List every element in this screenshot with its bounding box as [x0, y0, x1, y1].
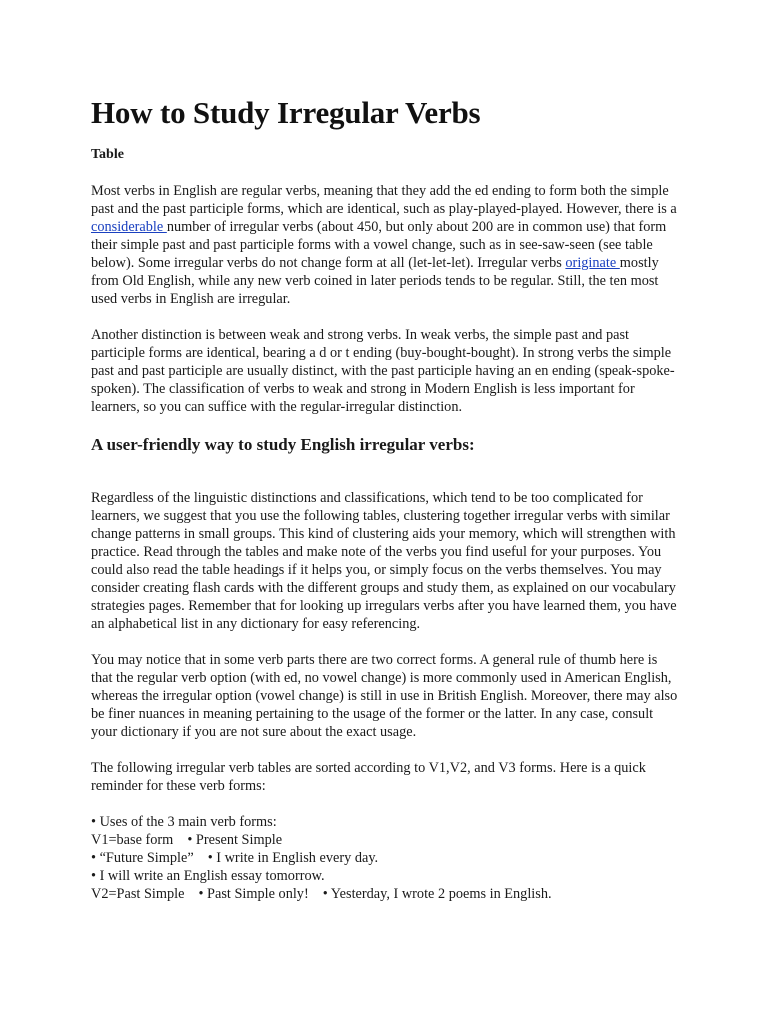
document-page: [91, 94, 681, 903]
section-heading-user-friendly: A user-friendly way to study English irregular verbs:: [91, 435, 475, 454]
v2-use: • Past Simple only!: [198, 886, 309, 902]
paragraph-weak-strong: Another distinction is between weak and strong verbs. In weak verbs, the simple past and past participle forms are identical, bearing a d or t ending (buy-bought-bought). In strong verbs the simple past and past participle are usually distinct, with the past participle having an en ending (speak-spoke-spoken). The classification of verbs to weak and strong in Modern English is less important for learners, so you can suffice with the regular-irregular distinction.: [91, 327, 675, 415]
intro-text-middle: number of irregular verbs (about 450, but only about 200 are in common use) that form their simple past and past participle forms with a vowel change, such as in see-saw-seen (see table below). Some irregular verbs do not change form at all (let-let-let). Irregular verbs: [91, 219, 667, 271]
future-label: • “Future Simple”: [91, 850, 194, 866]
v1-use: • Present Simple: [187, 832, 283, 848]
section-label-table: Table: [91, 147, 124, 162]
paragraph-intro: [91, 182, 681, 308]
intro-text-start: Most verbs in English are regular verbs, meaning that they add the ed ending to form both the simple past and the past participle forms, which are identical, such as play-played-played. However, there is a: [91, 183, 677, 217]
link-originate[interactable]: originate: [565, 255, 620, 271]
list-item-future: [91, 849, 681, 867]
paragraph-verb-forms: The following irregular verb tables are sorted according to V1,V2, and V3 forms. Here is a quick reminder for these verb forms:: [91, 760, 646, 794]
link-considerable[interactable]: considerable: [91, 219, 167, 235]
page-title: How to Study Irregular Verbs: [91, 95, 481, 130]
v1-label: V1=base form: [91, 832, 174, 848]
intro-text-end: mostly from Old English, while any new verb coined in later periods tends to be regular. Still, the ten most used verbs in English are irregular.: [91, 255, 659, 307]
paragraph-clustering: Regardless of the linguistic distinctions and classifications, which tend to be too complicated for learners, we suggest that you use the following tables, clustering together irregular verbs with similar change patterns in small groups. This kind of clustering aids your memory, which will strengthen with practice. Read through the tables and make note of the verbs you find useful for your purposes. You could also read the table headings if it helps you, or simply focus on the verbs themselves. You may consider creating flash cards with the different groups and study them, as explained on our vocabulary strategies pages. Remember that for looking up irregulars verbs after you have learned them, you have an alphabetical list in any dictionary for easy referencing.: [91, 490, 677, 632]
paragraph-two-forms: You may notice that in some verb parts there are two correct forms. A general rule of thumb here is that the regular verb option (with ed, no vowel change) is more commonly used in American English, whereas the irregular option (vowel change) is still in use in British English. Moreover, there may also be finer nuances in meaning pertaining to the usage of the former or the latter. In any case, consult your dictionary if you are not sure about the exact usage.: [91, 652, 678, 740]
list-item-v1: [91, 831, 681, 849]
future-example: • I write in English every day.: [207, 850, 379, 866]
v2-label: V2=Past Simple: [91, 886, 185, 902]
list-item-v2: [91, 885, 681, 903]
list-item-uses: • Uses of the 3 main verb forms:: [91, 814, 277, 830]
list-item-essay: • I will write an English essay tomorrow.: [91, 868, 325, 884]
v2-example: • Yesterday, I wrote 2 poems in English.: [322, 886, 552, 902]
